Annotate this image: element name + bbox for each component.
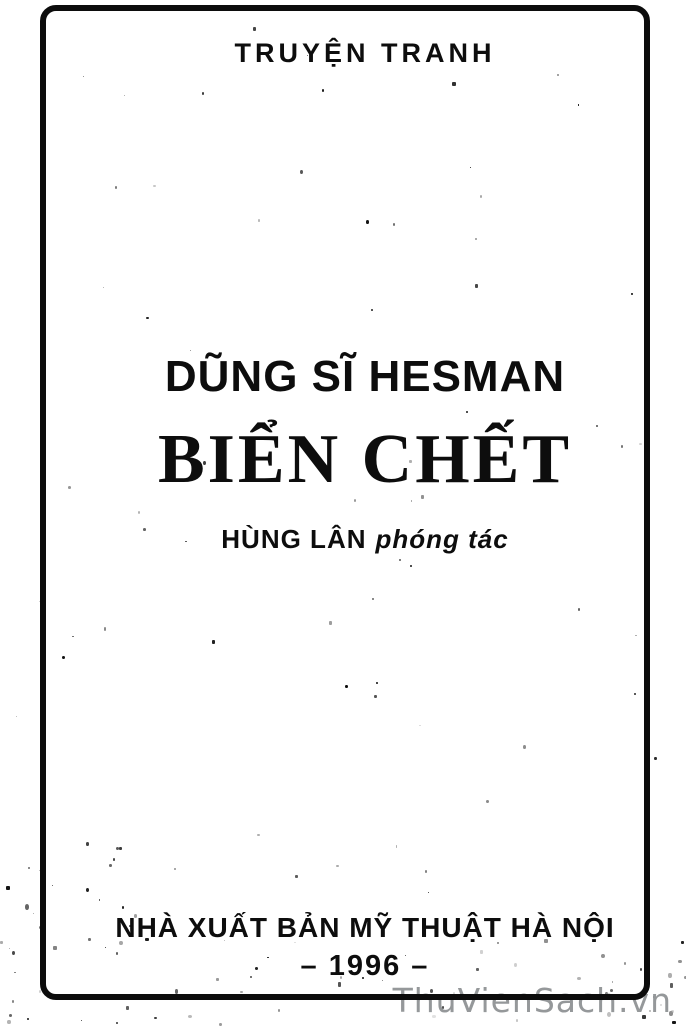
header-category-label: TRUYỆN TRANH: [234, 38, 496, 68]
series-title: DŨNG SĨ HESMAN: [164, 352, 566, 401]
author-name: HÙNG LÂN: [221, 524, 367, 554]
publication-year: – 1996 –: [300, 950, 430, 982]
author-line: [45, 524, 685, 555]
volume-title: BIỂN CHẾT: [157, 421, 573, 498]
publisher-name: NHÀ XUẤT BẢN MỸ THUẬT HÀ NỘI: [115, 912, 615, 943]
author-role: phóng tác: [375, 524, 509, 554]
site-watermark: ThuVienSach.vn: [392, 981, 672, 1020]
